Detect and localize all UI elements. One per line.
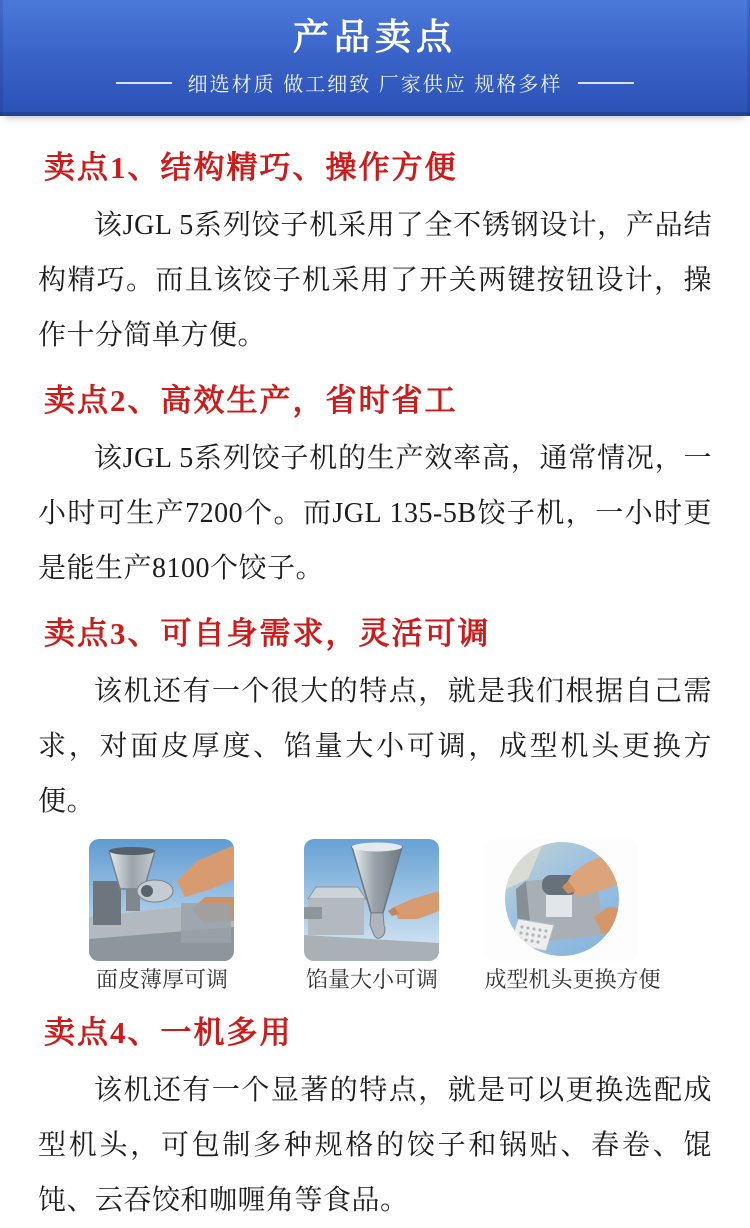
- dash-line-right: [578, 82, 634, 84]
- machine-side-plate-shape: [93, 881, 121, 925]
- selling-point-4-body: 该机还有一个显著的特点，就是可以更换选配成型机头，可包制多种规格的饺子和锅贴、春卷、馄饨、云吞饺和咖喱角等食品。: [38, 1075, 712, 1216]
- page-title: 产品卖点: [292, 16, 457, 57]
- gallery-caption: 面皮薄厚可调: [95, 967, 228, 992]
- filling-amount-photo: [304, 839, 439, 961]
- forming-head-photo: [484, 839, 639, 961]
- gallery-item: [89, 839, 234, 995]
- section-selling-point-2: [38, 379, 712, 596]
- gallery-caption: 馅量大小可调: [305, 967, 438, 992]
- selling-point-2-heading: 卖点2、高效生产，省时省工: [44, 383, 458, 418]
- section-selling-point-4: [38, 1011, 712, 1228]
- banner: [0, 0, 750, 116]
- section-selling-point-3: [38, 612, 712, 829]
- dash-line-left: [116, 82, 172, 84]
- selling-point-3-body: 该机还有一个很大的特点，就是我们根据自己需求，对面皮厚度、馅量大小可调，成型机头更换方便。: [38, 676, 712, 817]
- selling-point-1-heading: 卖点1、结构精巧、操作方便: [44, 150, 458, 185]
- gallery-item: [484, 839, 660, 995]
- section-selling-point-1: [38, 146, 712, 363]
- product-gallery: [38, 839, 712, 995]
- gallery-item: [304, 839, 439, 995]
- selling-point-3-heading: 卖点3、可自身需求，灵活可调: [44, 616, 491, 651]
- gallery-caption: 成型机头更换方便: [484, 967, 661, 992]
- dough-thickness-photo: [89, 839, 234, 961]
- selling-point-2-body: 该JGL 5系列饺子机的生产效率高，通常情况，一小时可生产7200个。而JGL 135-5B饺子机，一小时更是能生产8100个饺子。: [38, 443, 712, 584]
- selling-point-1-body: 该JGL 5系列饺子机采用了全不锈钢设计，产品结构精巧。而且该饺子机采用了开关两键按钮设计，操作十分简单方便。: [38, 210, 712, 351]
- content: [0, 146, 750, 1228]
- banner-subtitle-row: [0, 68, 750, 97]
- banner-subtitle: 细选材质 做工细致 厂家供应 规格多样: [187, 74, 563, 96]
- selling-point-4-heading: 卖点4、一机多用: [44, 1015, 293, 1050]
- machine-box-shape: [308, 887, 366, 899]
